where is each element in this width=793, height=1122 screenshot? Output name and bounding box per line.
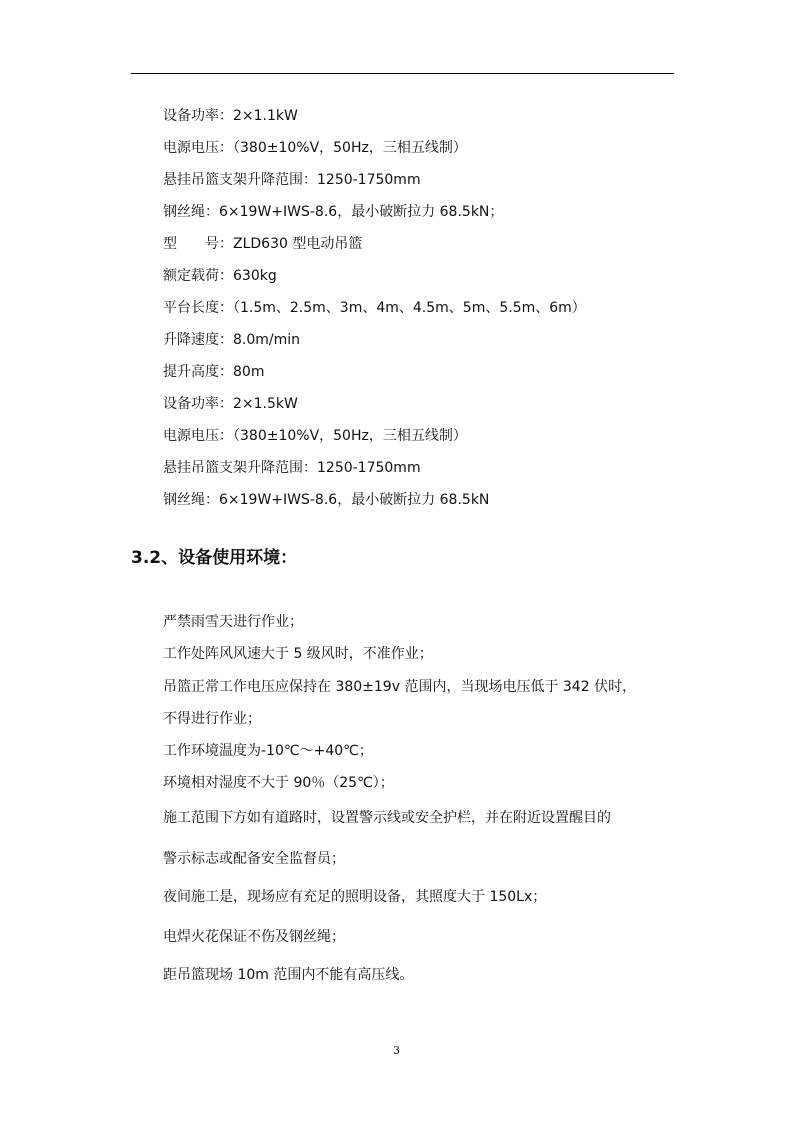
env-line-voltage-range: 吊篮正常工作电压应保持在 380±19v 范围内，当现场电压低于 342 伏时， — [163, 679, 637, 695]
header-rule — [131, 73, 674, 74]
spec-line-platform-length: 平台长度：（1.5m、2.5m、3m、4m、4.5m、5m、5.5m、6m） — [163, 300, 586, 316]
spec-line-power-2: 设备功率：2×1.5kW — [163, 396, 298, 412]
env-line-humidity: 环境相对湿度不大于 90％（25℃）； — [163, 775, 394, 791]
page-number: 3 — [393, 1044, 400, 1057]
section-heading: 3.2、设备使用环境： — [131, 548, 298, 568]
spec-line-wire-rope-2: 钢丝绳：6×19W+IWS-8.6，最小破断拉力 68.5kN — [163, 492, 490, 508]
spec-line-model: 型 号：ZLD630 型电动吊篮 — [163, 236, 363, 252]
env-line-night-lighting: 夜间施工是，现场应有充足的照明设备，其照度大于 150Lx； — [163, 889, 547, 905]
spec-line-lift-range-1: 悬挂吊篮支架升降范围：1250-1750mm — [163, 172, 421, 188]
spec-line-rated-load: 额定载荷：630kg — [163, 268, 277, 284]
spec-line-wire-rope-1: 钢丝绳：6×19W+IWS-8.6，最小破断拉力 68.5kN； — [163, 204, 504, 220]
env-line-temperature: 工作环境温度为-10℃～+40℃； — [163, 743, 373, 759]
env-line-road-warning-cont: 警示标志或配备安全监督员； — [163, 851, 345, 867]
env-line-voltage-range-cont: 不得进行作业； — [163, 711, 261, 727]
spec-line-lift-height: 提升高度：80m — [163, 364, 265, 380]
spec-line-lift-range-2: 悬挂吊篮支架升降范围：1250-1750mm — [163, 460, 421, 476]
spec-line-lift-speed: 升降速度：8.0m/min — [163, 332, 301, 348]
env-line-wind-limit: 工作处阵风风速大于 5 级风时，不准作业； — [163, 646, 433, 662]
env-line-road-warning: 施工范围下方如有道路时，设置警示线或安全护栏，并在附近设置醒目的 — [163, 810, 611, 826]
env-line-welding-sparks: 电焊火花保证不伤及钢丝绳； — [163, 929, 345, 945]
env-line-no-rain-snow: 严禁雨雪天进行作业； — [163, 614, 303, 630]
spec-line-voltage-1: 电源电压：（380±10%V，50Hz，三相五线制） — [163, 140, 467, 156]
env-line-high-voltage: 距吊篮现场 10m 范围内不能有高压线。 — [163, 967, 414, 983]
spec-line-voltage-2: 电源电压：（380±10%V，50Hz，三相五线制） — [163, 428, 467, 444]
spec-line-power-1: 设备功率：2×1.1kW — [163, 108, 298, 124]
